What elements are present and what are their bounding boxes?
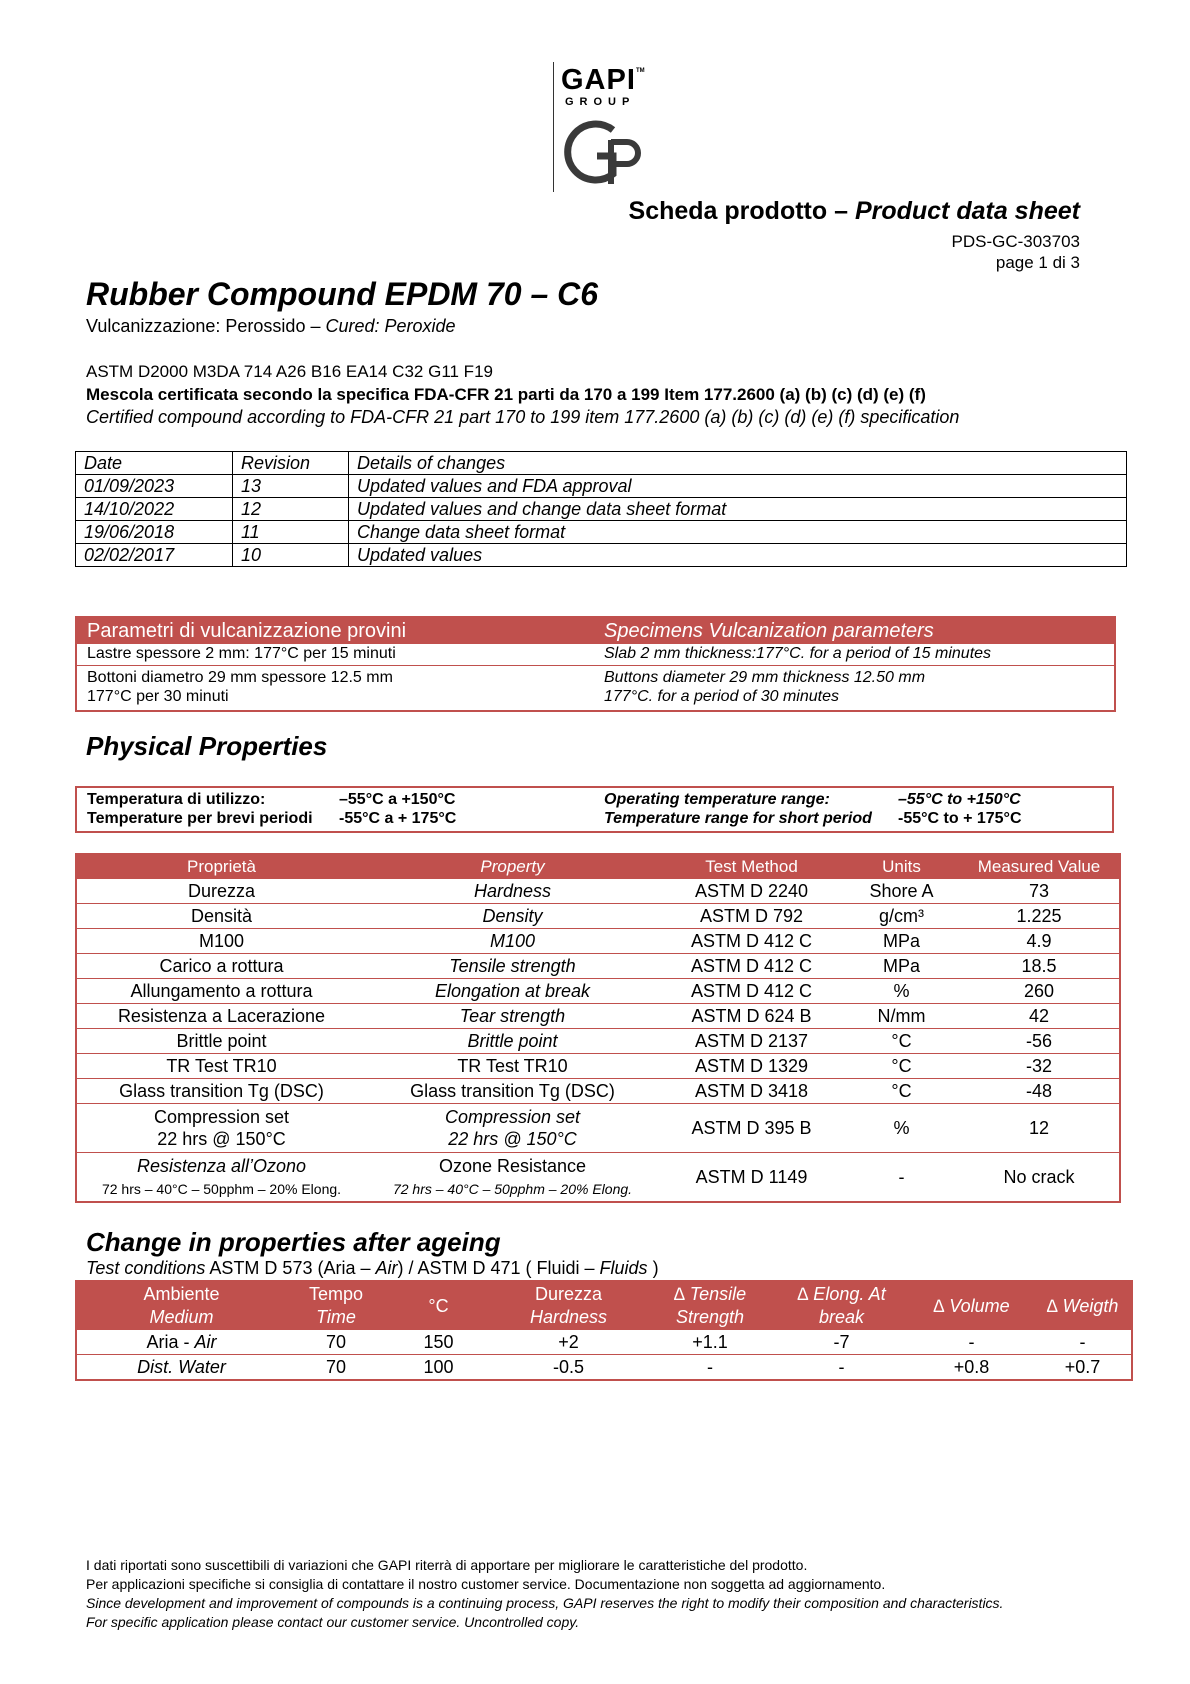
header-date: Date xyxy=(76,452,233,475)
logo-brand: GAPI xyxy=(561,64,636,96)
prop-value: 73 xyxy=(959,879,1120,904)
rev-number: 13 xyxy=(233,475,349,498)
logo-tm: TM xyxy=(636,68,645,74)
cond-1: ASTM D 573 (Aria – xyxy=(205,1258,376,1278)
temp-en-value-2: -55°C to + 175°C xyxy=(898,810,1022,827)
rev-date: 02/02/2017 xyxy=(76,544,233,567)
cond-3: ) xyxy=(647,1258,659,1278)
header-proprieta: Proprietà xyxy=(76,854,366,879)
fda-en: Certified compound according to FDA-CFR 21 part 170 to 199 item 177.2600 (a) (b) (c) (d) (e) (f) specification xyxy=(86,407,960,427)
header-elong xyxy=(774,1281,909,1330)
prop-value: 12 xyxy=(959,1104,1120,1153)
prop-unit: °C xyxy=(844,1054,959,1079)
cond-label: Test conditions xyxy=(86,1258,206,1278)
prop-it: Glass transition Tg (DSC) xyxy=(76,1079,366,1104)
footer-disclaimer xyxy=(86,1556,1003,1632)
prop-unit: MPa xyxy=(844,954,959,979)
prop-en: M100 xyxy=(366,929,659,954)
prop-value: -56 xyxy=(959,1029,1120,1054)
gapi-logo xyxy=(553,62,650,192)
rev-details: Updated values and change data sheet format xyxy=(349,498,1127,521)
age-tensile: +1.1 xyxy=(646,1330,774,1355)
age-medium xyxy=(76,1355,286,1381)
vulcanization-box xyxy=(75,616,1116,712)
age-time: 70 xyxy=(286,1330,386,1355)
age-weight: - xyxy=(1034,1330,1132,1355)
prop-value: 42 xyxy=(959,1004,1120,1029)
age-volume: +0.8 xyxy=(909,1355,1034,1381)
header-units: Units xyxy=(844,854,959,879)
header-hardness-l1: Durezza xyxy=(534,1284,603,1304)
rev-details: Updated values and FDA approval xyxy=(349,475,1127,498)
prop-unit: g/cm³ xyxy=(844,904,959,929)
age-elong: -7 xyxy=(774,1330,909,1355)
header-temp: °C xyxy=(386,1281,491,1330)
prop-en: Tensile strength xyxy=(366,954,659,979)
prop-en: Tear strength xyxy=(366,1004,659,1029)
header-details: Details of changes xyxy=(349,452,1127,475)
prop-it: Durezza xyxy=(76,879,366,904)
buttons-it-1: Bottoni diametro 29 mm spessore 12.5 mm xyxy=(87,669,393,686)
cure-line xyxy=(86,316,456,337)
temp-it-value-1: –55°C a +150°C xyxy=(339,791,456,808)
age-elong: - xyxy=(774,1355,909,1381)
compression-it-1: Compression set xyxy=(153,1107,290,1127)
prop-it: M100 xyxy=(76,929,366,954)
prop-en: Hardness xyxy=(366,879,659,904)
vulc-buttons-row xyxy=(77,666,1114,708)
age-hardness: +2 xyxy=(491,1330,646,1355)
header-property: Property xyxy=(366,854,659,879)
prop-en: TR Test TR10 xyxy=(366,1054,659,1079)
revision-header xyxy=(76,452,1127,475)
footer-line-3: Since development and improvement of compounds is a continuing process, GAPI reserves the right to modify their composition and characteristics. xyxy=(86,1595,1004,1611)
prop-it xyxy=(76,1104,366,1153)
compression-it-2: 22 hrs @ 150°C xyxy=(157,1129,286,1149)
cure-en: Cured: Peroxide xyxy=(325,316,456,336)
prop-value: 18.5 xyxy=(959,954,1120,979)
medium-en: Air xyxy=(194,1332,217,1352)
header-measured-value: Measured Value xyxy=(959,854,1120,879)
vulc-head-it: Parametri di vulcanizzazione provini xyxy=(87,620,407,642)
rev-date: 14/10/2022 xyxy=(76,498,233,521)
prop-unit: % xyxy=(844,1104,959,1153)
header-elong-l2: break xyxy=(818,1307,865,1327)
header-tensile xyxy=(646,1281,774,1330)
compression-en-1: Compression set xyxy=(444,1107,581,1127)
prop-value: -32 xyxy=(959,1054,1120,1079)
header-time-l2: Time xyxy=(316,1307,356,1327)
header-time xyxy=(286,1281,386,1330)
buttons-it-2: 177°C per 30 minuti xyxy=(87,688,229,705)
table-row xyxy=(76,1079,1120,1104)
header-weight: ∆ Weigth xyxy=(1034,1281,1132,1330)
footer-line-1: I dati riportati sono suscettibili di variazioni che GAPI riterrà di apportare per migliorare le caratteristiche del prodotto. xyxy=(86,1557,808,1573)
prop-it xyxy=(76,1153,366,1203)
age-temp: 150 xyxy=(386,1330,491,1355)
table-row xyxy=(76,1355,1132,1381)
sheet-code: PDS-GC-303703 xyxy=(951,232,1080,251)
prop-method: ASTM D 1329 xyxy=(659,1054,844,1079)
prop-it: Carico a rottura xyxy=(76,954,366,979)
prop-en: Density xyxy=(366,904,659,929)
rev-date: 19/06/2018 xyxy=(76,521,233,544)
header-hardness-l2: Hardness xyxy=(529,1307,608,1327)
physical-properties-title: Physical Properties xyxy=(86,731,328,761)
logo-line xyxy=(553,62,554,192)
ageing-title: Change in properties after ageing xyxy=(86,1227,501,1257)
prop-method: ASTM D 412 C xyxy=(659,954,844,979)
ozone-it-2: 72 hrs – 40°C – 50pphm – 20% Elong. xyxy=(101,1181,342,1197)
prop-method: ASTM D 412 C xyxy=(659,979,844,1004)
prop-unit: °C xyxy=(844,1079,959,1104)
prop-it: TR Test TR10 xyxy=(76,1054,366,1079)
prop-value: 1.225 xyxy=(959,904,1120,929)
prop-method: ASTM D 624 B xyxy=(659,1004,844,1029)
header-hardness xyxy=(491,1281,646,1330)
prop-unit: °C xyxy=(844,1029,959,1054)
astm-line: ASTM D2000 M3DA 714 A26 B16 EA14 C32 G11 F19 xyxy=(86,362,493,381)
fda-it: Mescola certificata secondo la specifica FDA-CFR 21 parti da 170 a 199 Item 177.2600 (a) (b) (c) (d) (e) (f) xyxy=(86,385,926,404)
header-test-method: Test Method xyxy=(659,854,844,879)
sheet-title-en: Product data sheet xyxy=(854,197,1080,225)
table-row xyxy=(76,904,1120,929)
ozone-en-1: Ozone Resistance xyxy=(438,1156,587,1176)
rev-number: 10 xyxy=(233,544,349,567)
gp-mark-icon xyxy=(561,118,646,188)
sheet-title-it: Scheda prodotto – xyxy=(628,197,855,225)
rev-number: 12 xyxy=(233,498,349,521)
sheet-title xyxy=(629,197,1080,226)
temperature-box xyxy=(75,786,1114,833)
table-row xyxy=(76,1004,1120,1029)
header-revision: Revision xyxy=(233,452,349,475)
rev-details: Change data sheet format xyxy=(349,521,1127,544)
buttons-en-2: 177°C. for a period of 30 minutes xyxy=(604,688,839,705)
revision-table xyxy=(75,451,1127,567)
prop-it: Brittle point xyxy=(76,1029,366,1054)
prop-en: Elongation at break xyxy=(366,979,659,1004)
table-row xyxy=(76,521,1127,544)
header-medium-l1: Ambiente xyxy=(143,1284,220,1304)
age-volume: - xyxy=(909,1330,1034,1355)
temp-en-label-1: Operating temperature range: xyxy=(604,791,830,808)
prop-method: ASTM D 412 C xyxy=(659,929,844,954)
header-time-l1: Tempo xyxy=(308,1284,364,1304)
cond-air: Air xyxy=(375,1258,398,1278)
ageing-header xyxy=(76,1281,1132,1330)
cond-2: ) / ASTM D 471 ( Fluidi – xyxy=(397,1258,600,1278)
prop-unit: % xyxy=(844,979,959,1004)
header-elong-l1: ∆ Elong. At xyxy=(797,1284,886,1304)
temp-en-value-1: –55°C to +150°C xyxy=(898,791,1021,808)
product-title: Rubber Compound EPDM 70 – C6 xyxy=(86,276,599,312)
ageing-table xyxy=(75,1280,1133,1381)
header-volume: ∆ Volume xyxy=(909,1281,1034,1330)
vulc-slab-row xyxy=(77,644,1114,665)
table-row xyxy=(76,498,1127,521)
age-weight: +0.7 xyxy=(1034,1355,1132,1381)
prop-method: ASTM D 1149 xyxy=(659,1153,844,1203)
prop-method: ASTM D 792 xyxy=(659,904,844,929)
temp-it-label-2: Temperature per brevi periodi xyxy=(87,810,313,827)
logo-group: GROUP xyxy=(565,96,636,108)
rev-number: 11 xyxy=(233,521,349,544)
temp-it-label-1: Temperatura di utilizzo: xyxy=(87,791,266,808)
prop-value: 260 xyxy=(959,979,1120,1004)
table-row xyxy=(76,1104,1120,1153)
prop-en xyxy=(366,1153,659,1203)
header-tensile-l1: ∆ Tensile xyxy=(673,1284,747,1304)
age-time: 70 xyxy=(286,1355,386,1381)
prop-method: ASTM D 395 B xyxy=(659,1104,844,1153)
vulc-head-en: Specimens Vulcanization parameters xyxy=(604,620,934,642)
table-row xyxy=(76,879,1120,904)
temp-en-label-2: Temperature range for short period xyxy=(604,810,872,827)
prop-value: 4.9 xyxy=(959,929,1120,954)
prop-it: Densità xyxy=(76,904,366,929)
footer-line-4: For specific application please contact our customer service. Uncontrolled copy. xyxy=(86,1614,580,1630)
rev-details: Updated values xyxy=(349,544,1127,567)
prop-unit: N/mm xyxy=(844,1004,959,1029)
age-tensile: - xyxy=(646,1355,774,1381)
vulcanization-header xyxy=(77,618,1114,644)
header-tensile-l2: Strength xyxy=(675,1307,745,1327)
compression-en-2: 22 hrs @ 150°C xyxy=(448,1129,577,1149)
temp-it-value-2: -55°C a + 175°C xyxy=(339,810,457,827)
age-hardness: -0.5 xyxy=(491,1355,646,1381)
age-temp: 100 xyxy=(386,1355,491,1381)
table-row xyxy=(76,979,1120,1004)
prop-en: Brittle point xyxy=(366,1029,659,1054)
prop-value: -48 xyxy=(959,1079,1120,1104)
prop-method: ASTM D 3418 xyxy=(659,1079,844,1104)
properties-header xyxy=(76,854,1120,879)
prop-unit: - xyxy=(844,1153,959,1203)
prop-it: Allungamento a rottura xyxy=(76,979,366,1004)
age-medium xyxy=(76,1330,286,1355)
prop-en xyxy=(366,1104,659,1153)
medium-en: Dist. Water xyxy=(137,1357,226,1377)
table-row xyxy=(76,1054,1120,1079)
header-medium-l2: Medium xyxy=(149,1307,214,1327)
footer-line-2: Per applicazioni specifiche si consiglia di contattare il nostro customer service. Documentazione non soggetta ad aggiornamento. xyxy=(86,1576,886,1592)
cond-fluids: Fluids xyxy=(599,1258,648,1278)
prop-en: Glass transition Tg (DSC) xyxy=(366,1079,659,1104)
header-medium xyxy=(76,1281,286,1330)
table-row xyxy=(76,954,1120,979)
prop-unit: MPa xyxy=(844,929,959,954)
prop-unit: Shore A xyxy=(844,879,959,904)
table-row xyxy=(76,929,1120,954)
slab-it: Lastre spessore 2 mm: 177°C per 15 minuti xyxy=(87,645,396,662)
properties-table xyxy=(75,853,1121,1203)
prop-value: No crack xyxy=(959,1153,1120,1203)
prop-method: ASTM D 2240 xyxy=(659,879,844,904)
ageing-conditions xyxy=(86,1258,659,1279)
table-row xyxy=(76,1153,1120,1203)
prop-it: Resistenza a Lacerazione xyxy=(76,1004,366,1029)
slab-en: Slab 2 mm thickness:177°C. for a period of 15 minutes xyxy=(604,645,992,662)
cure-it: Vulcanizzazione: Perossido – xyxy=(86,316,326,336)
table-row xyxy=(76,1330,1132,1355)
table-row xyxy=(76,1029,1120,1054)
page-number: page 1 di 3 xyxy=(995,253,1080,272)
medium-it: Aria - xyxy=(146,1332,195,1352)
buttons-en-1: Buttons diameter 29 mm thickness 12.50 mm xyxy=(604,669,926,686)
ozone-it-1: Resistenza all’Ozono xyxy=(136,1156,307,1176)
table-row xyxy=(76,544,1127,567)
rev-date: 01/09/2023 xyxy=(76,475,233,498)
ozone-en-2: 72 hrs – 40°C – 50pphm – 20% Elong. xyxy=(392,1181,633,1197)
prop-method: ASTM D 2137 xyxy=(659,1029,844,1054)
table-row xyxy=(76,475,1127,498)
